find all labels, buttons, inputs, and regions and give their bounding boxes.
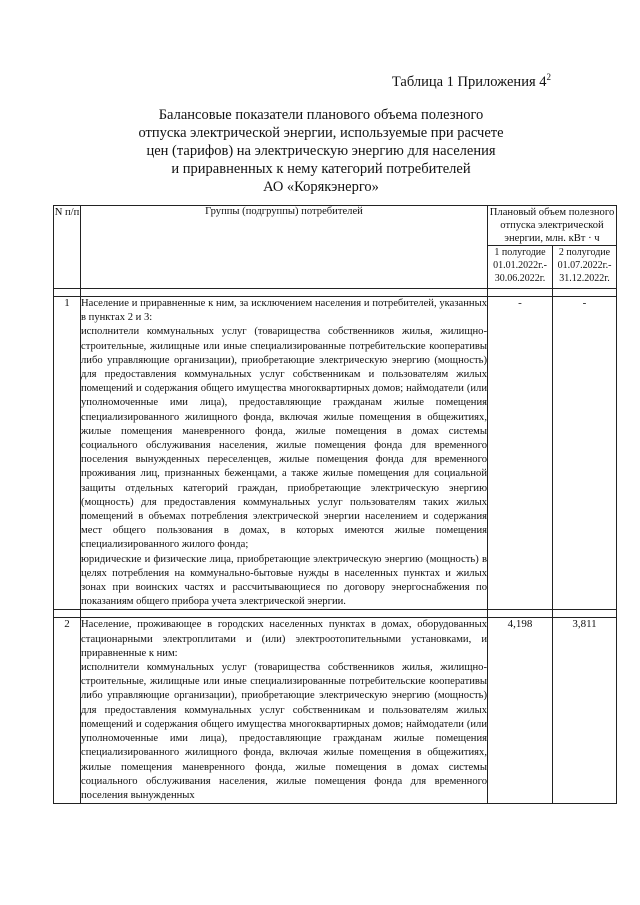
table-row	[54, 297, 617, 610]
row-value-half1: 4,198	[488, 618, 553, 804]
table-spacer-row	[54, 610, 617, 618]
table-header-row	[54, 206, 617, 246]
balance-table	[53, 205, 617, 804]
table-row	[54, 618, 617, 804]
row-paragraph: Население, проживающее в городских населенных пунктах в домах, оборудованных стационарными электроплитами и (или) электроотопительными установками, и приравненные к ним:	[81, 619, 487, 659]
row-paragraph: исполнители коммунальных услуг (товарищества собственников жилья, жилищно-строительные, жилищные или иные специализированные потребительские кооперативы либо управляющие организации), приобретающие электрическую энергию (мощность) для предоставления коммунальных услуг собственникам и пользователям жилых помещений и содержания общего имущества многоквартирных домов; наймодатели (или уполномоченные ими лица), предоставляющие гражданам жилые помещения специализированного жилищного фонда, включая жилые помещения в общежитиях, жилые помещения маневренного фонда, жилые помещения в домах системы социального обслуживания населения, жилые помещения фонда для временного поселения вынужденных	[81, 662, 487, 801]
row-paragraph: Население и приравненные к ним, за исключением населения и потребителей, указанных в пунктах 2 и 3:	[81, 298, 487, 324]
table-spacer-row	[54, 289, 617, 297]
row-group-text	[81, 297, 488, 610]
row-value-half2: -	[553, 297, 617, 610]
header-half2: 2 полугодие 01.07.2022г.- 31.12.2022г.	[553, 246, 617, 289]
row-paragraph: исполнители коммунальных услуг (товарищества собственников жилья, жилищно-строительные, жилищные или иные специализированные потребительские кооперативы либо управляющие организации), приобретающие электрическую энергию (мощность) для предоставления коммунальных услуг собственникам и пользователям жилых помещений и содержания общего имущества многоквартирных домов; наймодатели (или уполномоченные ими лица), предоставляющие гражданам жилые помещения специализированного жилищного фонда, включая жилые помещения в общежитиях, жилые помещения маневренного фонда, жилые помещения в домах системы социального обслуживания населения, жилые помещения фонда для временного поселения вынужденных переселенцев, жилые помещения фонда для временного проживания лиц, признанных беженцами, а также жилые помещения для социальной защиты отдельных категорий граждан, приобретающие электрическую энергию (мощность) для предоставления коммунальных услуг пользователям таких жилых помещений в объемах потребления электрической энергии населением и содержания мест общего пользования в домах, в которых имеются жилые помещения специализированного жилого фонда;	[81, 326, 487, 551]
row-group-text	[81, 618, 488, 804]
header-num: N п/п	[54, 206, 81, 289]
document-title	[96, 106, 546, 196]
header-half1: 1 полугодие 01.01.2022г.- 30.06.2022г.	[488, 246, 553, 289]
title-line: и приравненных к нему категорий потребителей	[171, 161, 471, 177]
caption-superscript: 2	[546, 72, 551, 82]
row-value-half2: 3,811	[553, 618, 617, 804]
row-number: 1	[54, 297, 81, 610]
row-number: 2	[54, 618, 81, 804]
title-line: отпуска электрической энергии, используемые при расчете	[138, 125, 504, 141]
header-group: Группы (подгруппы) потребителей	[81, 206, 488, 289]
header-plan: Плановый объем полезного отпуска электрической энергии, млн. кВт · ч	[488, 206, 617, 246]
title-line: цен (тарифов) на электрическую энергию для населения	[146, 143, 496, 159]
title-line: Балансовые показатели планового объема полезного	[158, 107, 484, 123]
row-value-half1: -	[488, 297, 553, 610]
caption-text: Таблица 1 Приложения 4	[391, 73, 547, 90]
row-paragraph: юридические и физические лица, приобретающие электрическую энергию (мощность) в целях потребления на коммунально-бытовые нужды в населенных пунктах и жилых зонах при воинских частях и рассчитывающиеся по договору энергоснабжения по показаниям общего прибора учета электрической энергии.	[81, 553, 487, 608]
table-caption	[392, 72, 551, 91]
title-line: АО «Корякэнерго»	[263, 179, 379, 195]
